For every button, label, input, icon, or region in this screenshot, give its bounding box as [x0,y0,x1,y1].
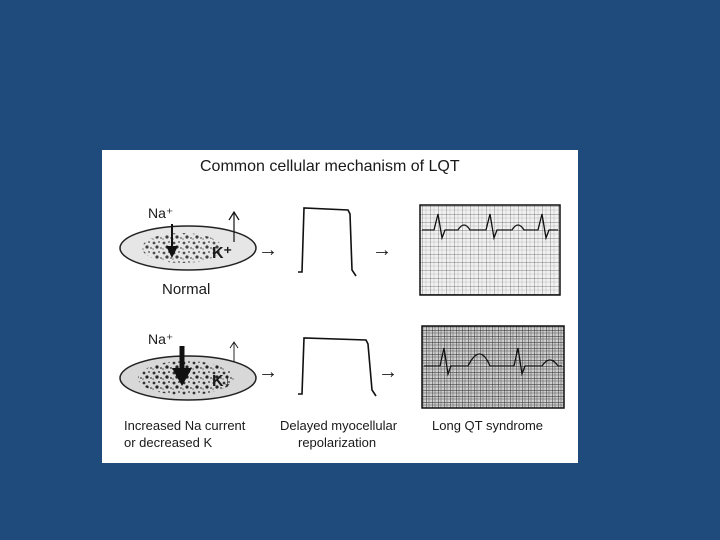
cause-caption-line1: Increased Na current [124,418,246,433]
arrow-right-icon: → [258,361,278,383]
result-caption: Long QT syndrome [432,418,544,433]
effect-caption-line1: Delayed myocellular [280,418,398,433]
figure-canvas [102,150,578,463]
effect-caption-line2: repolarization [298,435,377,450]
arrow-right-icon: → [378,361,398,383]
k-efflux-arrow-bottom [230,342,238,362]
normal-ecg-strip [420,205,560,295]
arrow-right-icon: → [258,239,278,261]
lqt-mechanism-figure [102,150,578,463]
normal-cell [120,226,256,270]
prolonged-action-potential [298,338,376,396]
lqt-cell [120,356,256,400]
k-ion-label-top: K⁺ [212,245,232,262]
lqt-ecg-strip [422,326,564,408]
figure-title: Common cellular mechanism of LQT [200,158,460,175]
arrow-right-icon: → [372,239,392,261]
normal-label: Normal [162,281,211,298]
na-ion-label-bottom: Na⁺ [148,331,174,347]
cause-caption-line2: or decreased K [124,435,213,450]
k-ion-label-bottom: K↓ [212,373,232,390]
na-ion-label-top: Na⁺ [148,205,174,221]
normal-action-potential [298,208,356,276]
